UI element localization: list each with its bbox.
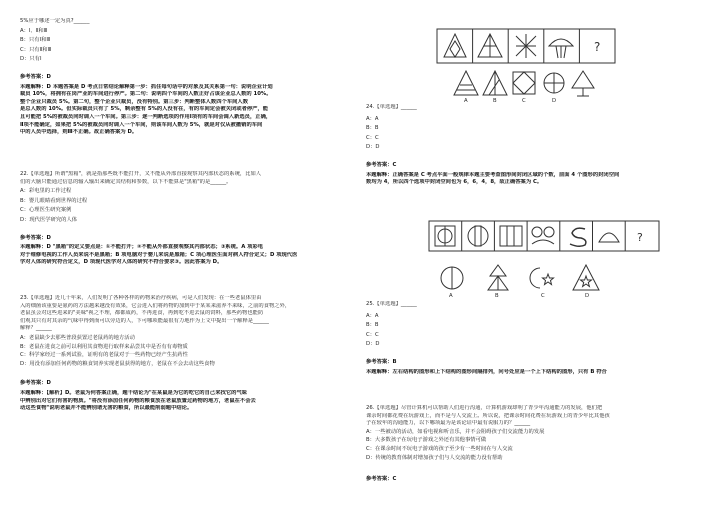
answer-label: 参考答案：D — [20, 380, 51, 387]
option-b: B：老鼠在进食之前可以利用其食物进行取样来品尝其中是否有有毒物质 — [20, 343, 188, 350]
q24-figure-choices — [452, 68, 597, 98]
option-c: C：科学家经过一系列试验，证明有的老鼠对于一些药物已经产生抗药性 — [20, 352, 188, 359]
question-24-block — [366, 104, 619, 187]
option-c: C：心理医生研究案例 — [20, 207, 72, 214]
crossed-lines-figure — [516, 34, 536, 58]
divided-rect-figure — [500, 226, 522, 246]
option-b: B：B — [366, 125, 379, 132]
option-a: A：老鼠缺少去那些普段获置过老鼠药的地方活动 — [20, 334, 135, 341]
explanation-line: 裁员 10%，将拥有在岗产业的车间进行停产。第二句：说明四个车间的人数正好占该企业总人数的 10%。 — [20, 91, 272, 98]
explanation-line: 本题解释：左右结构的图形和上下结构的图形间隔排列，问号处应是一个上下结构的图形，只有 B 符合 — [366, 368, 607, 375]
explanation-line: 学对人体的研究符合定义，D 项现代医学对人体的研究不符合要求③。因此答案为 D。 — [20, 259, 223, 266]
choice-label: B — [495, 293, 499, 299]
option-d: D：D — [366, 341, 380, 348]
triangle-lines-figure — [483, 71, 507, 95]
option-d: D：用没有添加任何药物的粮食饲养实现老鼠获得的地方，老鼠在不会去动这些食物 — [20, 360, 215, 367]
answer-label: 参考答案：B — [366, 358, 397, 365]
q25-figure-choices — [436, 262, 606, 294]
option-b: B：B — [366, 322, 379, 329]
choice-label: A — [464, 98, 468, 104]
choice-label: A — [449, 293, 453, 299]
circle-cross-figure — [544, 73, 564, 93]
umbrella-figure — [549, 39, 573, 58]
option-d: D：传统的教育体制对增加孩子们与人交流的能力没有帮助 — [366, 454, 503, 461]
option-c: C：在课余时间不玩电子游戏的孩子至少有一些时间在与人交流 — [366, 445, 513, 452]
explanation-line: 动这些食物"说明老鼠并不能辨别诸无害的粮食，所以最能削弱题中结论。 — [20, 405, 193, 412]
question-stem-line: 老鼠虽会对这些进来的"美味"视之不理，都都成药，不再进食，再到吃不进去鼠的饲料，那些药物也能防 — [20, 310, 264, 317]
q25-figure-top-row — [428, 220, 660, 252]
question-number: 25.【单选题】______ — [366, 301, 417, 307]
question-stem-line: 们的大脑只能通过信息的输入输出来确定其结构和参数，以下不能算是"黑箱"的是______。 — [20, 178, 232, 185]
explanation-line: 且可能把 5%的被裁员同时调入一个车间。第三步：逐一判断选项的作用Ⅰ项有的车间会调入新选员，正确， — [20, 113, 272, 120]
square-diamond-figure — [513, 72, 535, 94]
question-mark-box: ? — [594, 40, 601, 54]
circle-column-figure — [468, 226, 488, 246]
explanation-line: 中的人员中选择，则Ⅲ不正确。故正确答案为 D。 — [20, 129, 138, 136]
explanation-line: 本题解释：正确答案是 C 考点平面一般规律本题主要考查图形间封闭区域的个数，前面 4 个图形的封闭空间 — [366, 171, 620, 178]
explanation-line: 整个企业只裁员 5%。第二句，整个企业只裁员，没有特别。第三步：判断整体人数四个车间人数 — [20, 98, 249, 105]
question-stem-line: 22.【单选题】所谓"黑箱"，就是指那些既不能打开，又不能从外部直接观察其内部状态的系统，比如人 — [20, 171, 262, 177]
hatched-triangle-figure — [454, 71, 478, 95]
explanation-line: 是总人数的 10%。但实际裁员只有了 5%，剩余整有 5%的人没有在，有的车间定会被关闭或者停产，能 — [20, 106, 269, 113]
question-mark: ? — [637, 231, 643, 244]
option-d: D：D — [366, 144, 380, 151]
question-stem-line: 26.【单选题】尽管计算机可以帮助人们进行沟通，计算机游戏却明了青少年沟通能力的发展，他们把 — [366, 405, 603, 411]
option-b: B：只有Ⅰ和Ⅲ — [20, 37, 51, 44]
option-d: D：现代医学研究的人体 — [20, 216, 78, 223]
explanation-line: 本题解释：D "黑箱"的定义要点是：①不能打开；②不能从外部直接观察其内部状态；③系统。A 项彩电 — [20, 244, 264, 251]
question-25-block — [366, 301, 607, 376]
option-c: C：C — [366, 134, 379, 141]
question-stem-line: 课余时间都花费在玩游戏上，而不是与人交流上。所以说，把课余时间花费在玩游戏上的青少年比其他孩 — [366, 412, 610, 419]
option-d: D：只有Ⅰ — [20, 56, 42, 63]
answer-label: 参考答案：C — [366, 161, 397, 168]
question-number: 24.【单选题】______ — [366, 104, 417, 110]
option-a: A：一些被动的活动，如看电视和听音乐，并不会阻碍孩子们交流能力的发展 — [366, 428, 545, 435]
split-circle-figure — [441, 267, 463, 289]
question-22-block — [20, 171, 297, 267]
tree-figure — [572, 71, 594, 96]
s-curve-figure — [570, 228, 586, 246]
explanation-line: Ⅱ项不能确定，如果把 5%的被裁员同时调入一个车间，则该车间人数为 5%，就是对仅从被撤销的车间 — [20, 121, 263, 128]
option-a: A：彩电里的工作过程 — [20, 188, 72, 195]
option-a: A：Ⅰ、Ⅱ和Ⅲ — [20, 27, 48, 34]
triangle-star-figure — [573, 265, 599, 290]
option-b: B：婴儿眼睛看到世界的过程 — [20, 197, 88, 204]
triangle-split-figure — [478, 34, 502, 57]
option-c: C：C — [366, 331, 379, 338]
option-a: A：A — [366, 115, 379, 122]
question-top-block — [20, 18, 273, 137]
question-stem-line: 子在较年的沟通能力，以下哪项最为是该论证中最有说服力的？______ — [366, 420, 531, 427]
question-26-block — [366, 405, 610, 484]
choice-label: D — [552, 98, 557, 104]
question-stem-line: 入的细菌该重要是氨药的方法越来越没有效果，它会进入们将药物的加到中于某某来滋养不来味，之前的食物之外， — [20, 302, 291, 309]
option-a: A：A — [366, 312, 379, 319]
three-circles-figure — [532, 227, 554, 244]
question-23-block — [20, 295, 290, 413]
triangle-diamond-figure — [444, 34, 466, 57]
explanation-line: 数均为 4，所以四个选项中封闭空间也为 6，6，4，8，故正确答案为 C。 — [366, 179, 543, 186]
semicircle-figure — [599, 233, 619, 242]
question-prompt: 5%应于哪述一定为真?______ — [20, 18, 90, 24]
stacked-triangles-figure — [488, 265, 508, 290]
explanation-line: 中辨别出对它们有害的物质。"将没有添加任何药物的粮食放在老鼠放置过药物的地方，老鼠在不会去 — [20, 397, 256, 404]
choice-label: D — [585, 293, 590, 299]
option-c: C：只有Ⅱ和Ⅲ — [20, 46, 52, 53]
choice-label: C — [541, 293, 545, 299]
answer-label: 参考答案：D — [20, 73, 51, 80]
question-stem-line: 解释？______ — [20, 325, 52, 332]
explanation-line: 本题解释：【解析】D。老鼠为何答案正确，题干结论为"在某鼠是为它的吃它的自己来找它的气味 — [20, 389, 247, 396]
explanation-line: 对于维修电视的工作人员来说不是黑箱；B 项电脑对于婴儿来说是黑箱；C 项心理医生面对病人符合定义；D 项现代医 — [20, 251, 298, 258]
answer-label: 参考答案：D — [20, 234, 51, 241]
explanation-line: 本题解释：D 本题答案是 D 考点日常结论解释第一步：抓住每句话中的对象及其关系第一句：说明企业计划 — [20, 83, 273, 90]
choice-label: B — [493, 98, 497, 104]
choice-label: C — [522, 98, 526, 104]
question-stem-line: 23.【单选题】近几十年来，人们发明了各种各样的药物来治疗疾病，可是人们发现：在一些老鼠体里由 — [20, 295, 262, 301]
option-b: B：大多数孩子在玩电子游戏之外还有其他事情可做 — [366, 437, 487, 444]
moon-star-figure — [530, 268, 554, 288]
q24-figure-top-row — [436, 28, 616, 64]
answer-label: 参考答案：C — [366, 476, 397, 483]
square-circle-figure — [435, 226, 455, 246]
question-stem-line: 们观其只有对其余的气味中得到而可以旁边的人，下可哪项能最很有力地作为上文中提出一个解释是______ — [20, 317, 269, 324]
